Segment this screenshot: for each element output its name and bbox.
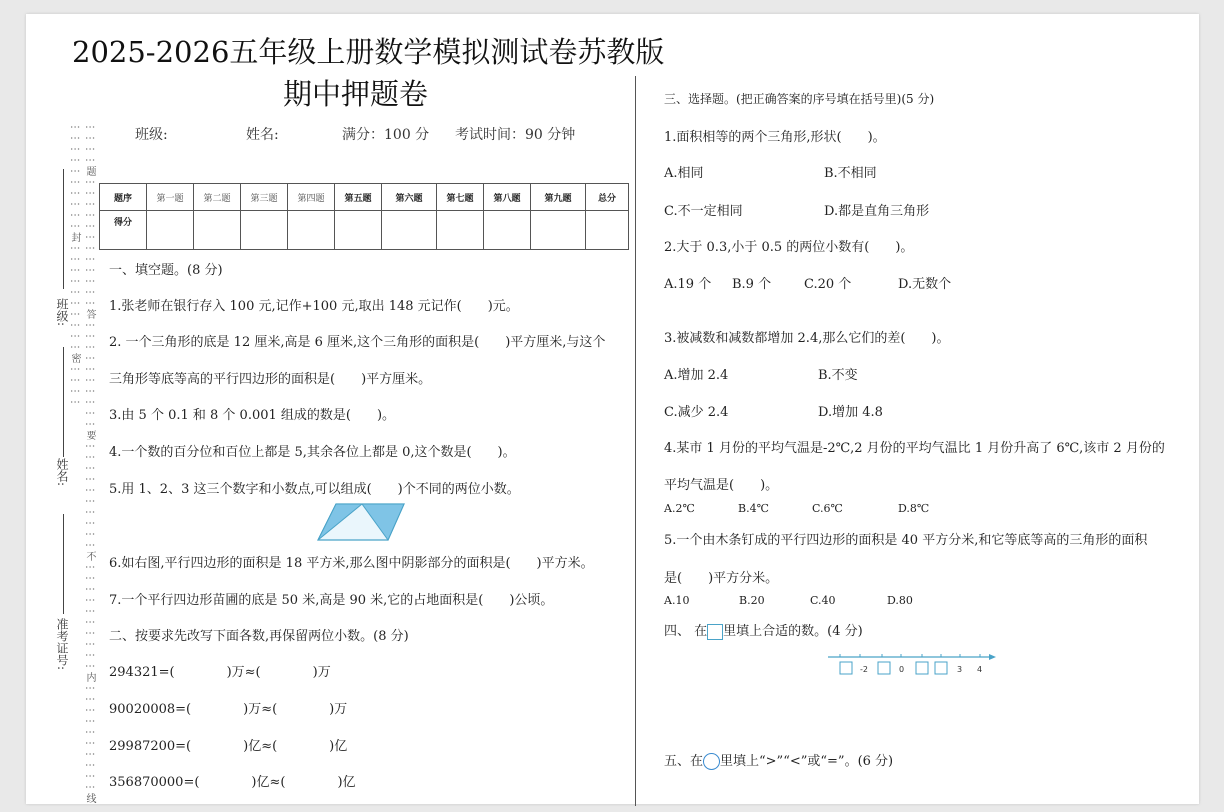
- choice-5-c: C.40: [810, 594, 836, 607]
- section-4-prefix: 四、 在: [664, 624, 708, 639]
- table-cell: 题序: [100, 184, 147, 211]
- exam-title: 2025-2026五年级上册数学模拟测试卷苏教版: [72, 35, 665, 69]
- exam-subtitle: 期中押题卷: [283, 77, 429, 111]
- table-cell: 第五题: [335, 184, 382, 211]
- numline-box[interactable]: [840, 662, 852, 674]
- choice-4-d: D.8℃: [898, 502, 930, 515]
- score-cell[interactable]: [484, 211, 531, 250]
- table-cell: 得分: [100, 211, 147, 250]
- answer-box-icon: [707, 624, 723, 640]
- choice-3-a: A.增加 2.4: [664, 368, 729, 383]
- section-4-heading: [664, 620, 863, 640]
- table-cell: 第一题: [147, 184, 194, 211]
- choice-2-c: C.20 个: [804, 277, 852, 292]
- choice-2-d: D.无数个: [898, 277, 952, 292]
- rewrite-2: 90020008=( )万≈( )万: [109, 702, 348, 717]
- question-5: 5.用 1、2、3 这三个数字和小数点,可以组成( )个不同的两位小数。: [109, 482, 520, 497]
- choice-4-b: B.4℃: [738, 502, 769, 515]
- score-cell[interactable]: [437, 211, 484, 250]
- sidebar-name-blank: [63, 514, 64, 614]
- score-cell[interactable]: [147, 211, 194, 250]
- sidebar-name-label: 姓名:: [55, 458, 69, 487]
- choice-5-a: A.10: [664, 594, 690, 607]
- choice-3-b: B.不变: [818, 368, 858, 383]
- answer-circle-icon: [703, 753, 720, 770]
- sidebar-examid-label: 准考证号:: [55, 618, 69, 671]
- column-divider: [635, 76, 636, 806]
- numline-box[interactable]: [935, 662, 947, 674]
- choice-2-a: A.19 个: [664, 277, 712, 292]
- choice-4-line2: 平均气温是( )。: [664, 478, 779, 493]
- score-cell[interactable]: [531, 211, 586, 250]
- choice-2-b: B.9 个: [732, 277, 772, 292]
- section-4-suffix: 里填上合适的数。(4 分): [723, 624, 863, 639]
- question-2-line1: 2. 一个三角形的底是 12 厘米,高是 6 厘米,这个三角形的面积是( )平方厘米,与这个: [109, 335, 606, 350]
- numline-box[interactable]: [916, 662, 928, 674]
- name-label: 姓名:: [246, 127, 279, 143]
- section-2-heading: 二、按要求先改写下面各数,再保留两位小数。(8 分): [109, 629, 409, 644]
- question-4: 4.一个数的百分位和百位上都是 5,其余各位上都是 0,这个数是( )。: [109, 445, 516, 460]
- question-2-line2: 三角形等底等高的平行四边形的面积是( )平方厘米。: [109, 372, 432, 387]
- choice-5-d: D.80: [887, 594, 913, 607]
- table-cell: 第八题: [484, 184, 531, 211]
- choice-3: 3.被减数和减数都增加 2.4,那么它们的差( )。: [664, 331, 950, 346]
- sidebar-class-blank: [63, 169, 64, 289]
- table-cell: 第六题: [382, 184, 437, 211]
- numline-box[interactable]: [878, 662, 890, 674]
- exam-time: 考试时间：90 分钟: [455, 127, 576, 143]
- parallelogram-figure: [314, 502, 410, 542]
- section-5-suffix: 里填上“>”“<”或“=”。(6 分): [720, 754, 894, 769]
- section-3-heading: 三、选择题。(把正确答案的序号填在括号里)(5 分): [664, 92, 935, 106]
- section-5-prefix: 五、在: [664, 754, 704, 769]
- score-cell[interactable]: [241, 211, 288, 250]
- numline-label: 4: [977, 665, 983, 674]
- choice-5-b: B.20: [739, 594, 765, 607]
- question-3: 3.由 5 个 0.1 和 8 个 0.001 组成的数是( )。: [109, 408, 396, 423]
- rewrite-1: 294321=( )万≈( )万: [109, 665, 331, 680]
- number-line: [826, 652, 1006, 682]
- score-table: [99, 183, 629, 250]
- choice-4-a: A.2℃: [664, 502, 695, 515]
- table-cell: 第九题: [531, 184, 586, 211]
- numline-label: 0: [899, 665, 905, 674]
- question-1: 1.张老师在银行存入 100 元,记作+100 元,取出 148 元记作( )元。: [109, 299, 519, 314]
- table-cell: 第二题: [194, 184, 241, 211]
- seal-line-dots: ⋮⋮⋮⋮题⋮⋮⋮⋮⋮⋮⋮⋮⋮⋮⋮⋮答⋮⋮⋮⋮⋮⋮⋮⋮⋮⋮要⋮⋮⋮⋮⋮⋮⋮⋮⋮⋮不⋮⋮⋮⋮⋮⋮⋮⋮⋮⋮内⋮⋮⋮⋮⋮⋮⋮⋮⋮⋮线⋮⋮⋮⋮⋮⋮⋮⋮⋮⋮封⋮⋮⋮⋮⋮⋮⋮⋮⋮⋮密⋮⋮⋮⋮: [69, 122, 95, 804]
- table-cell: 第七题: [437, 184, 484, 211]
- choice-2: 2.大于 0.3,小于 0.5 的两位小数有( )。: [664, 240, 914, 255]
- choice-4-c: C.6℃: [812, 502, 843, 515]
- numline-label: 3: [957, 665, 963, 674]
- sidebar-class-label: 班级:: [55, 298, 69, 327]
- sidebar-divider: [63, 347, 64, 457]
- score-cell[interactable]: [382, 211, 437, 250]
- numline-label: -2: [860, 665, 868, 674]
- choice-4-line1: 4.某市 1 月份的平均气温是-2℃,2 月份的平均气温比 1 月份升高了 6℃,该市 2 月份的: [664, 441, 1165, 456]
- section-5-heading: [664, 750, 893, 770]
- class-label: 班级:: [135, 127, 168, 143]
- score-cell[interactable]: [288, 211, 335, 250]
- table-cell: 总分: [586, 184, 629, 211]
- rewrite-4: 356870000=( )亿≈( )亿: [109, 775, 356, 790]
- score-cell[interactable]: [194, 211, 241, 250]
- choice-1-d: D.都是直角三角形: [824, 204, 930, 219]
- full-score: 满分：100 分: [342, 127, 430, 143]
- choice-3-d: D.增加 4.8: [818, 405, 883, 420]
- section-1-heading: 一、填空题。(8 分): [109, 263, 223, 278]
- choice-1-b: B.不相同: [824, 166, 877, 181]
- score-cell[interactable]: [335, 211, 382, 250]
- score-table-header-row: [100, 184, 629, 211]
- choice-5-line1: 5.一个由木条钉成的平行四边形的面积是 40 平方分米,和它等底等高的三角形的面积: [664, 533, 1148, 548]
- choice-5-line2: 是( )平方分米。: [664, 571, 779, 586]
- rewrite-3: 29987200=( )亿≈( )亿: [109, 739, 348, 754]
- score-cell[interactable]: [586, 211, 629, 250]
- table-cell: 第三题: [241, 184, 288, 211]
- choice-1-c: C.不一定相同: [664, 204, 743, 219]
- choice-3-c: C.减少 2.4: [664, 405, 729, 420]
- table-cell: 第四题: [288, 184, 335, 211]
- question-7: 7.一个平行四边形苗圃的底是 50 米,高是 90 米,它的占地面积是( )公顷。: [109, 593, 554, 608]
- question-6: 6.如右图,平行四边形的面积是 18 平方米,那么图中阴影部分的面积是( )平方米。: [109, 556, 594, 571]
- choice-1-a: A.相同: [664, 166, 704, 181]
- score-table-score-row: [100, 211, 629, 250]
- choice-1: 1.面积相等的两个三角形,形状( )。: [664, 130, 886, 145]
- exam-page: [26, 14, 1199, 804]
